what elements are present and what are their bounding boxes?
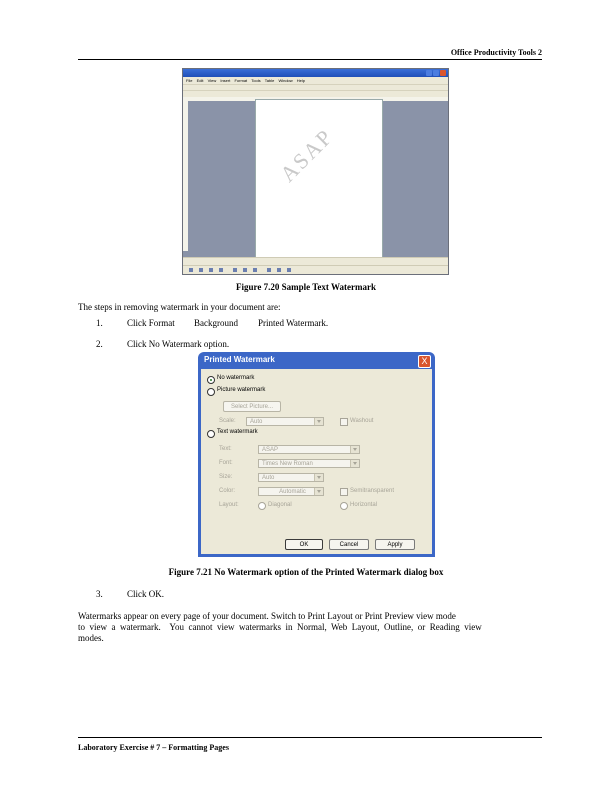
size-dropdown[interactable] [258, 473, 324, 482]
draw-icon [253, 268, 257, 272]
chevron-down-icon [314, 488, 323, 495]
menu-table: Table [264, 78, 275, 83]
step-1-format: Click Format [127, 318, 175, 328]
step-3-text: Click OK. [127, 589, 164, 599]
font-label: Font: [219, 460, 233, 466]
menu-help: Help [296, 78, 306, 83]
page-header-title: Office Productivity Tools 2 [450, 48, 542, 57]
scale-label: Scale: [219, 418, 236, 424]
dialog-title: Printed Watermark [204, 355, 275, 364]
chevron-down-icon [314, 418, 323, 425]
page-footer-text: Laboratory Exercise # 7 – Formatting Pages [78, 743, 229, 752]
footer-rule [78, 737, 542, 738]
document-page [255, 99, 383, 259]
watermark-text: ASAP [275, 123, 339, 187]
apply-button[interactable]: Apply [375, 539, 415, 550]
menu-insert: Insert [220, 78, 231, 83]
steps-intro: The steps in removing watermark in your document are: [78, 302, 281, 312]
menu-window: Window [278, 78, 293, 83]
step-2-number: 2. [96, 339, 103, 349]
formatting-toolbar [183, 90, 448, 97]
menu-format: Format [234, 78, 248, 83]
draw-icon [189, 268, 193, 272]
font-dropdown[interactable] [258, 459, 360, 468]
text-label: Text: [219, 446, 232, 452]
vertical-ruler [183, 101, 188, 251]
menu-file: File [186, 78, 193, 83]
chevron-down-icon [350, 446, 359, 453]
menu-view: View [207, 78, 217, 83]
menu-bar [183, 77, 448, 84]
draw-icon [277, 268, 281, 272]
no-watermark-label[interactable]: No watermark [217, 375, 255, 381]
minimize-icon [426, 70, 432, 76]
paragraph-line-1: Watermarks appear on every page of your document. Switch to Print Layout or Print Preview view mode [78, 611, 456, 621]
draw-icon [209, 268, 213, 272]
draw-icon [287, 268, 291, 272]
semitransparent-label: Semitransparent [350, 488, 395, 494]
step-1-number: 1. [96, 318, 103, 328]
printed-watermark-dialog [198, 352, 435, 557]
figure-7-20-screenshot [182, 68, 449, 275]
step-3-number: 3. [96, 589, 103, 599]
menu-tools: Tools [251, 78, 261, 83]
layout-label: Layout: [219, 502, 239, 508]
no-watermark-radio[interactable] [207, 376, 215, 384]
dialog-body [201, 369, 432, 554]
draw-icon [219, 268, 223, 272]
chevron-down-icon [314, 474, 323, 481]
picture-watermark-label[interactable]: Picture watermark [217, 387, 266, 393]
washout-checkbox[interactable] [340, 418, 348, 426]
text-watermark-label[interactable]: Text watermark [217, 429, 258, 435]
figure-7-21-caption: Figure 7.21 No Watermark option of the Printed Watermark dialog box [168, 567, 444, 577]
paragraph-line-2: to view a watermark. You cannot view watermarks in Normal, Web Layout, Outline, or Reading view [78, 622, 482, 632]
figure-7-20-caption: Figure 7.20 Sample Text Watermark [236, 282, 376, 292]
ok-button[interactable]: OK [285, 539, 323, 550]
text-dropdown[interactable] [258, 445, 360, 454]
scale-dropdown[interactable] [246, 417, 324, 426]
text-value: ASAP [262, 447, 279, 453]
horizontal-label: Horizontal [350, 502, 378, 508]
draw-icon [199, 268, 203, 272]
step-2-text: Click No Watermark option. [127, 339, 230, 349]
step-1-background: Background [194, 318, 238, 328]
color-label: Color: [219, 488, 236, 494]
size-value: Auto [262, 475, 275, 481]
close-icon[interactable]: X [418, 355, 431, 368]
font-value: Times New Roman [262, 461, 313, 467]
picture-watermark-radio[interactable] [207, 388, 215, 396]
washout-label: Washout [350, 418, 374, 424]
select-picture-button[interactable]: Select Picture... [223, 401, 281, 412]
draw-icon [267, 268, 271, 272]
draw-icon [243, 268, 247, 272]
semitransparent-checkbox[interactable] [340, 488, 348, 496]
window-title-bar [183, 69, 448, 77]
maximize-icon [433, 70, 439, 76]
text-watermark-radio[interactable] [207, 430, 215, 438]
color-dropdown[interactable] [258, 487, 324, 496]
color-value: Automatic [279, 489, 306, 495]
drawing-toolbar [183, 265, 448, 275]
chevron-down-icon [350, 460, 359, 467]
paragraph-line-3: modes. [78, 633, 104, 643]
size-label: Size: [219, 474, 233, 480]
scale-value: Auto [250, 419, 263, 425]
diagonal-radio[interactable] [258, 502, 266, 510]
horizontal-radio[interactable] [340, 502, 348, 510]
close-icon [440, 70, 446, 76]
header-rule [78, 59, 542, 60]
diagonal-label: Diagonal [268, 502, 292, 508]
cancel-button[interactable]: Cancel [329, 539, 369, 550]
draw-icon [233, 268, 237, 272]
menu-edit: Edit [196, 78, 204, 83]
step-1-printed-watermark: Printed Watermark. [258, 318, 329, 328]
